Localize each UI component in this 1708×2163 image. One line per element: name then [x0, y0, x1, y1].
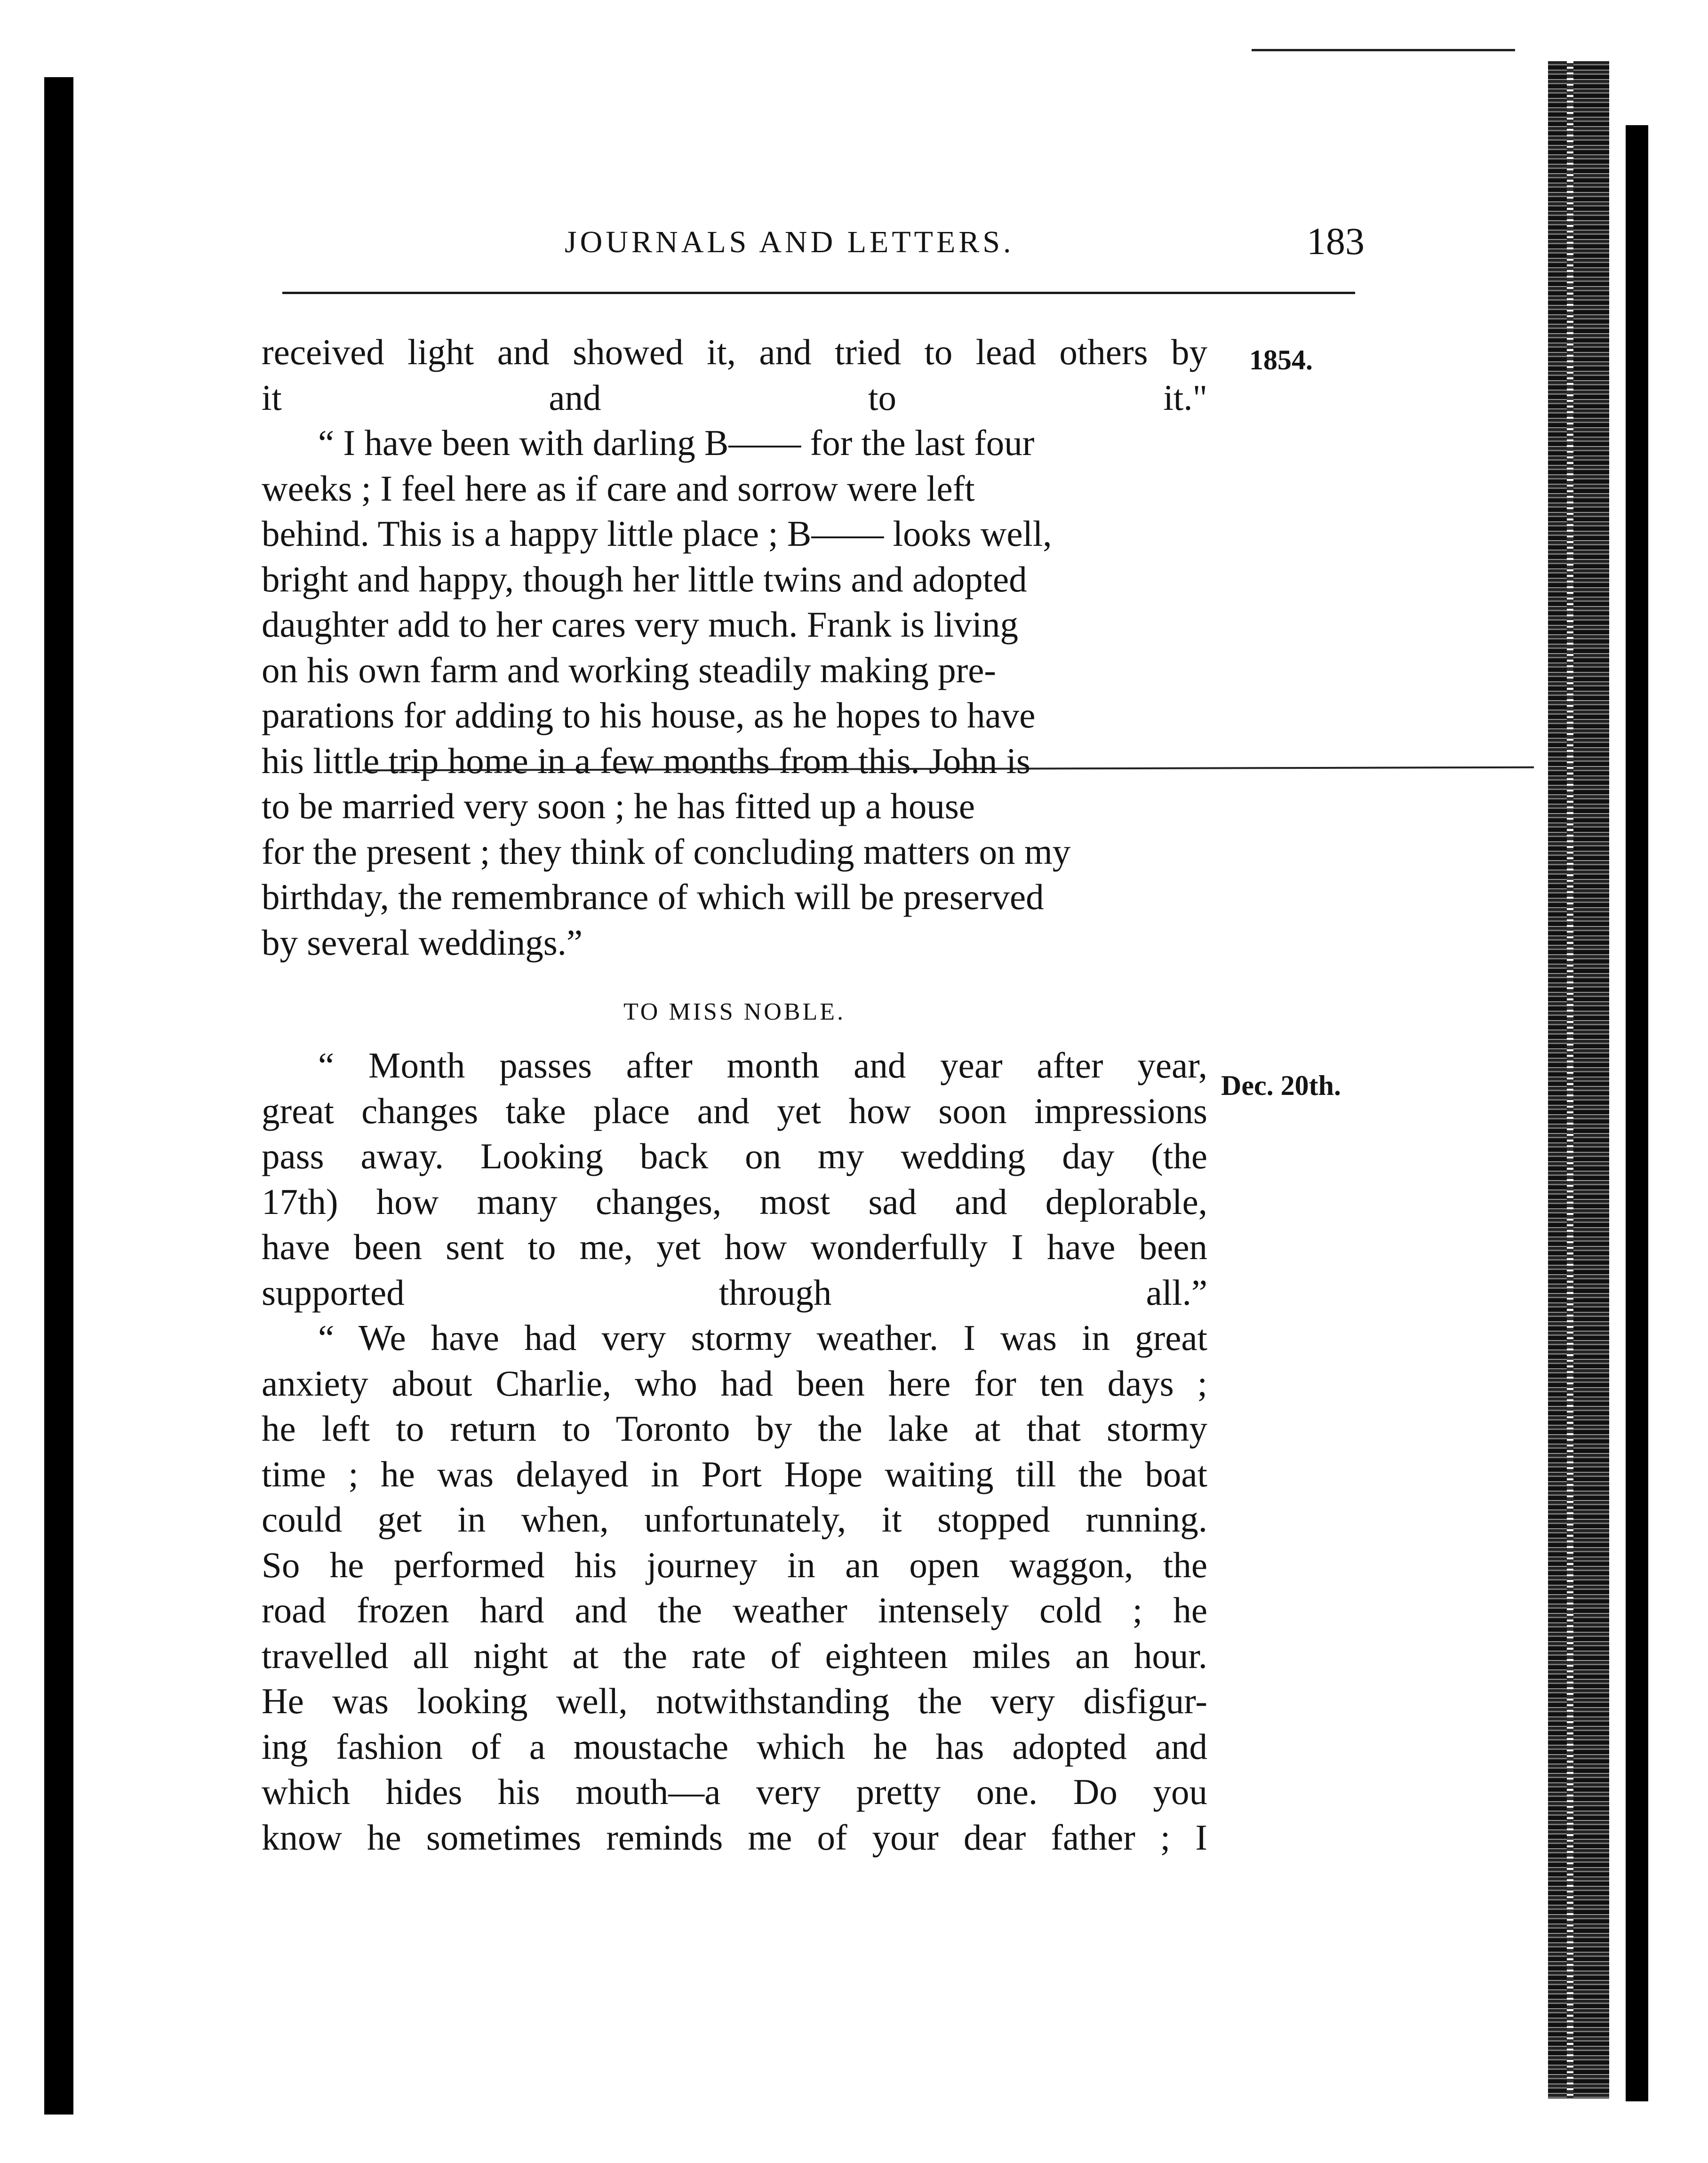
text-line: great changes take place and yet how soon impressions [262, 1090, 1207, 1131]
text-line: by several weddings.” [262, 922, 583, 963]
text-line: “ We have had very stormy weather. I was in great [318, 1317, 1207, 1358]
text-line: weeks ; I feel here as if care and sorrow were left [262, 468, 975, 509]
paragraph-letter [262, 1043, 1207, 1315]
text-line: time ; he was delayed in Port Hope waiting till the boat [262, 1453, 1207, 1494]
text-line: it and to it." [262, 377, 1207, 418]
running-header [263, 216, 1365, 268]
text-line: to be married very soon ; he has fitted up a house [262, 786, 975, 826]
text-line: “ I have been with darling B—— for the last four [318, 423, 1035, 463]
text-line: which hides his mouth—a very pretty one. Do you [262, 1772, 1207, 1812]
text-line: know he sometimes reminds me of your dear father ; I [262, 1817, 1207, 1858]
text-line: birthday, the remembrance of which will be preserved [262, 877, 1044, 917]
text-line: his little trip home in a few months from this. John is [262, 740, 1030, 781]
scan-top-rule [1252, 49, 1515, 51]
text-line: he left to return to Toronto by the lake at that stormy [262, 1408, 1207, 1449]
text-line: “ Month passes after month and year after year, [318, 1045, 1207, 1085]
header-rule [282, 292, 1355, 294]
text-line: could get in when, unfortunately, it stopped running. [262, 1499, 1207, 1540]
text-line: 17th) how many changes, most sad and deplorable, [262, 1181, 1207, 1222]
text-line: for the present ; they think of concluding matters on my [262, 831, 1071, 872]
margin-note-date: Dec. 20th. [1221, 1070, 1341, 1101]
text-line: on his own farm and working steadily making pre- [262, 649, 997, 690]
text-line: So he performed his journey in an open waggon, the [262, 1544, 1207, 1585]
paragraph-continuation [262, 329, 1207, 420]
paragraph-letter [262, 1315, 1207, 1860]
text-line: pass away. Looking back on my wedding day (the [262, 1136, 1207, 1176]
text-line: travelled all night at the rate of eighteen miles an hour. [262, 1635, 1207, 1676]
text-line: parations for adding to his house, as he hopes to have [262, 695, 1036, 735]
scan-border-right [1626, 125, 1648, 2101]
page-number: 183 [1307, 220, 1365, 263]
scan-border-right-noise [1548, 61, 1609, 2099]
text-line: ing fashion of a moustache which he has adopted and [262, 1726, 1207, 1767]
text-line: supported through all.” [262, 1272, 1207, 1313]
text-line: anxiety about Charlie, who had been here for ten days ; [262, 1363, 1207, 1404]
section-heading: TO MISS NOBLE. [623, 998, 846, 1025]
text-line: have been sent to me, yet how wonderfully I have been [262, 1227, 1207, 1267]
text-line: road frozen hard and the weather intensely cold ; he [262, 1590, 1207, 1630]
scan-border-left [44, 77, 73, 2115]
running-head-title: JOURNALS AND LETTERS. [565, 225, 1014, 259]
paragraph-quote [262, 420, 1207, 965]
text-line: daughter add to her cares very much. Frank is living [262, 604, 1018, 645]
text-line: He was looking well, notwithstanding the very disfigur- [262, 1681, 1207, 1721]
text-line: received light and showed it, and tried to lead others by [262, 332, 1207, 372]
text-line: bright and happy, though her little twins and adopted [262, 559, 1027, 599]
margin-note-year: 1854. [1249, 344, 1313, 375]
page-body [262, 329, 1207, 1860]
text-line: behind. This is a happy little place ; B—— looks well, [262, 513, 1052, 554]
